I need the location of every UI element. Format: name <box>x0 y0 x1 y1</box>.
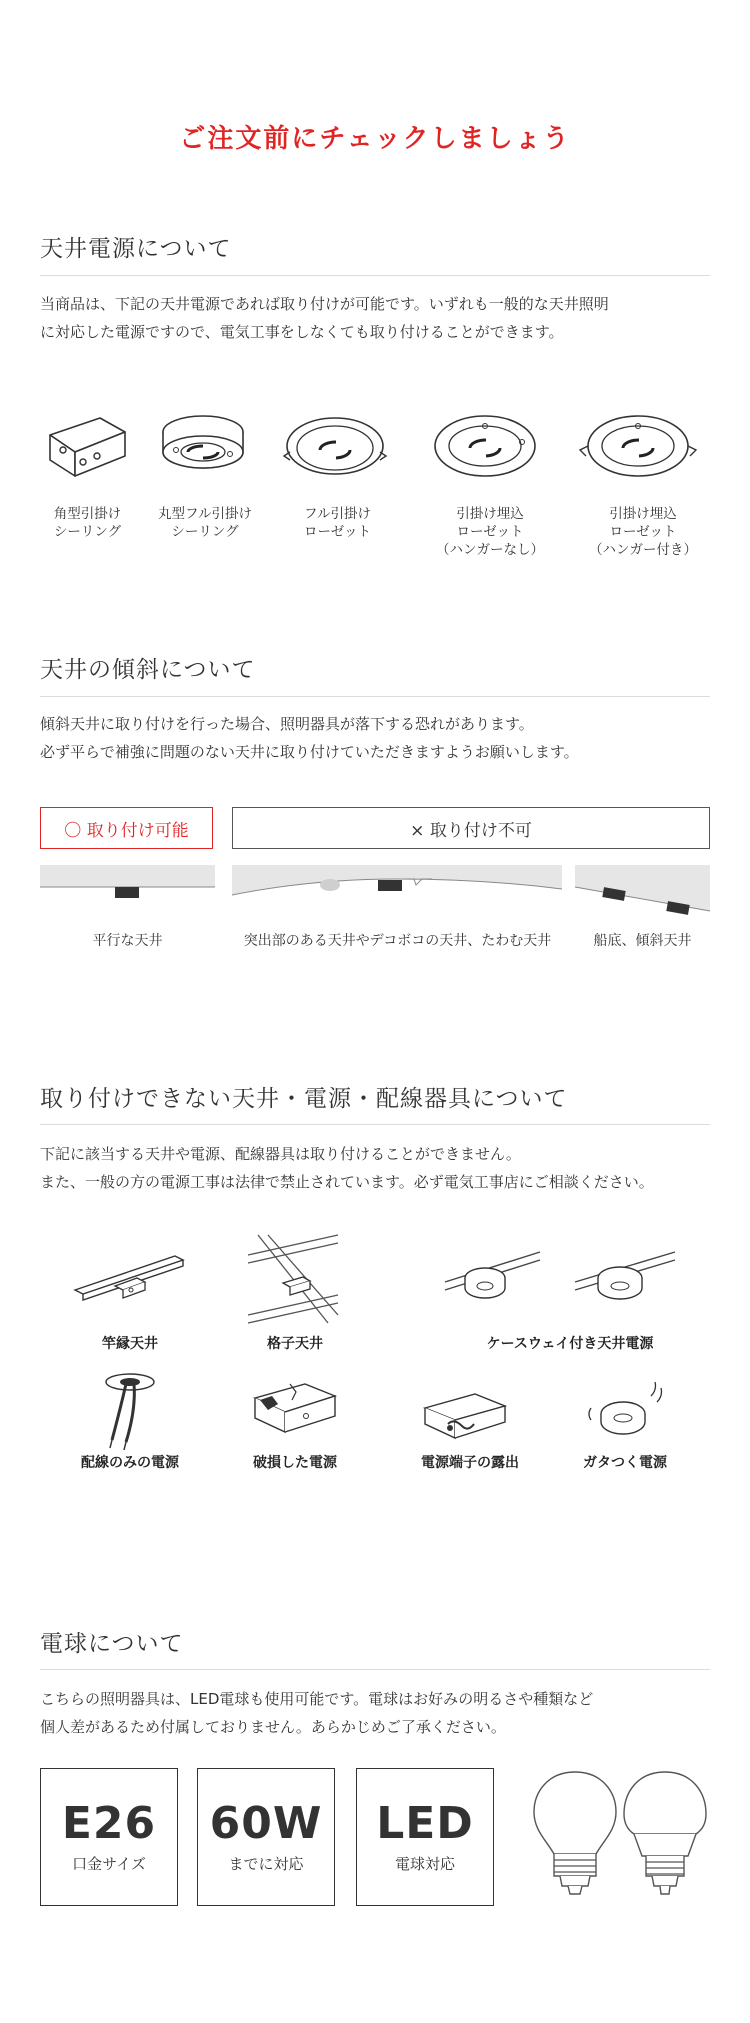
section-heading-power: 天井電源について <box>40 236 232 262</box>
spec-box-wattage <box>197 1768 335 1906</box>
section-heading-slope: 天井の傾斜について <box>40 657 256 683</box>
not-allowed-caption: ケースウェイ付き天井電源 <box>486 1336 654 1352</box>
not-installable-label: × 取り付け不可 <box>232 807 710 849</box>
light-bulb-icon <box>530 1768 620 1903</box>
flat-ceiling-icon <box>40 865 215 905</box>
sloped-ceiling-icon <box>575 865 710 925</box>
divider <box>40 1669 710 1670</box>
section-heading-bulb: 電球について <box>40 1631 184 1657</box>
page-title: ご注文前にチェックしましょう <box>179 124 571 154</box>
power-item-caption: フル引掛け ローゼット <box>304 506 371 540</box>
spec-box-socket <box>40 1768 178 1906</box>
slope-description: 傾斜天井に取り付けを行った場合、照明器具が落下する恐れがあります。 必ず平らで補強に問題のない天井に取り付けていただきますようお願いします。 <box>40 715 579 761</box>
bulb-description: こちらの照明器具は、LED電球も使用可能です。電球はお好みの明るさや種類など 個人差があるため付属しておりません。あらかじめご了承ください。 <box>40 1690 594 1736</box>
full-hook-rosette-icon <box>280 406 390 486</box>
slope-caption: 平行な天井 <box>92 933 163 949</box>
uneven-ceiling-icon <box>232 865 562 905</box>
not-allowed-caption: 電源端子の露出 <box>421 1455 519 1471</box>
spec-value: LED <box>376 1798 474 1849</box>
slope-caption: 突出部のある天井やデコボコの天井、たわむ天井 <box>243 933 552 949</box>
power-item-caption: 引掛け埋込 ローゼット （ハンガー付き） <box>589 506 697 558</box>
divider <box>40 696 710 697</box>
bare-wiring-icon <box>100 1370 160 1450</box>
divider <box>40 1124 710 1125</box>
loose-power-icon <box>585 1378 665 1443</box>
batten-ceiling-icon <box>75 1250 185 1310</box>
damaged-power-icon <box>250 1378 340 1438</box>
square-hook-ceiling-icon <box>45 410 135 480</box>
not-allowed-caption: 格子天井 <box>267 1336 323 1352</box>
coffered-ceiling-icon <box>248 1235 343 1325</box>
exposed-terminal-icon <box>420 1388 510 1443</box>
power-item-caption: 引掛け埋込 ローゼット （ハンガーなし） <box>436 506 544 558</box>
section-heading-not-allowed: 取り付けできない天井・電源・配線器具について <box>40 1086 568 1112</box>
not-allowed-caption: 配線のみの電源 <box>81 1455 179 1471</box>
divider <box>40 275 710 276</box>
spec-box-led <box>356 1768 494 1906</box>
power-description: 当商品は、下記の天井電源であれば取り付けが可能です。いずれも一般的な天井照明 に対応した電源ですので、電気工事をしなくても取り付けることができます。 <box>40 295 609 341</box>
embedded-rosette-with-hanger-icon <box>578 406 698 486</box>
spec-label: 電球対応 <box>394 1855 455 1873</box>
embedded-rosette-no-hanger-icon <box>430 406 540 486</box>
slope-caption: 船底、傾斜天井 <box>593 933 692 949</box>
not-allowed-caption: ガタつく電源 <box>583 1455 667 1471</box>
spec-label: 口金サイズ <box>72 1855 146 1873</box>
caseway-ceiling-power-icon <box>445 1250 700 1310</box>
spec-label: までに対応 <box>228 1855 304 1873</box>
installable-label: 〇 取り付け可能 <box>40 807 213 849</box>
not-allowed-caption: 破損した電源 <box>253 1455 337 1471</box>
power-item-caption: 丸型フル引掛け シーリング <box>158 506 252 540</box>
not-allowed-caption: 竿縁天井 <box>102 1336 158 1352</box>
not-allowed-description: 下記に該当する天井や電源、配線器具は取り付けることができません。 また、一般の方の電源工事は法律で禁止されています。必ず電気工事店にご相談ください。 <box>40 1145 654 1191</box>
round-full-hook-ceiling-icon <box>158 412 248 482</box>
led-bulb-icon <box>620 1768 710 1903</box>
spec-value: E26 <box>61 1798 157 1849</box>
spec-value: 60W <box>209 1798 323 1849</box>
power-item-caption: 角型引掛け シーリング <box>53 506 122 540</box>
